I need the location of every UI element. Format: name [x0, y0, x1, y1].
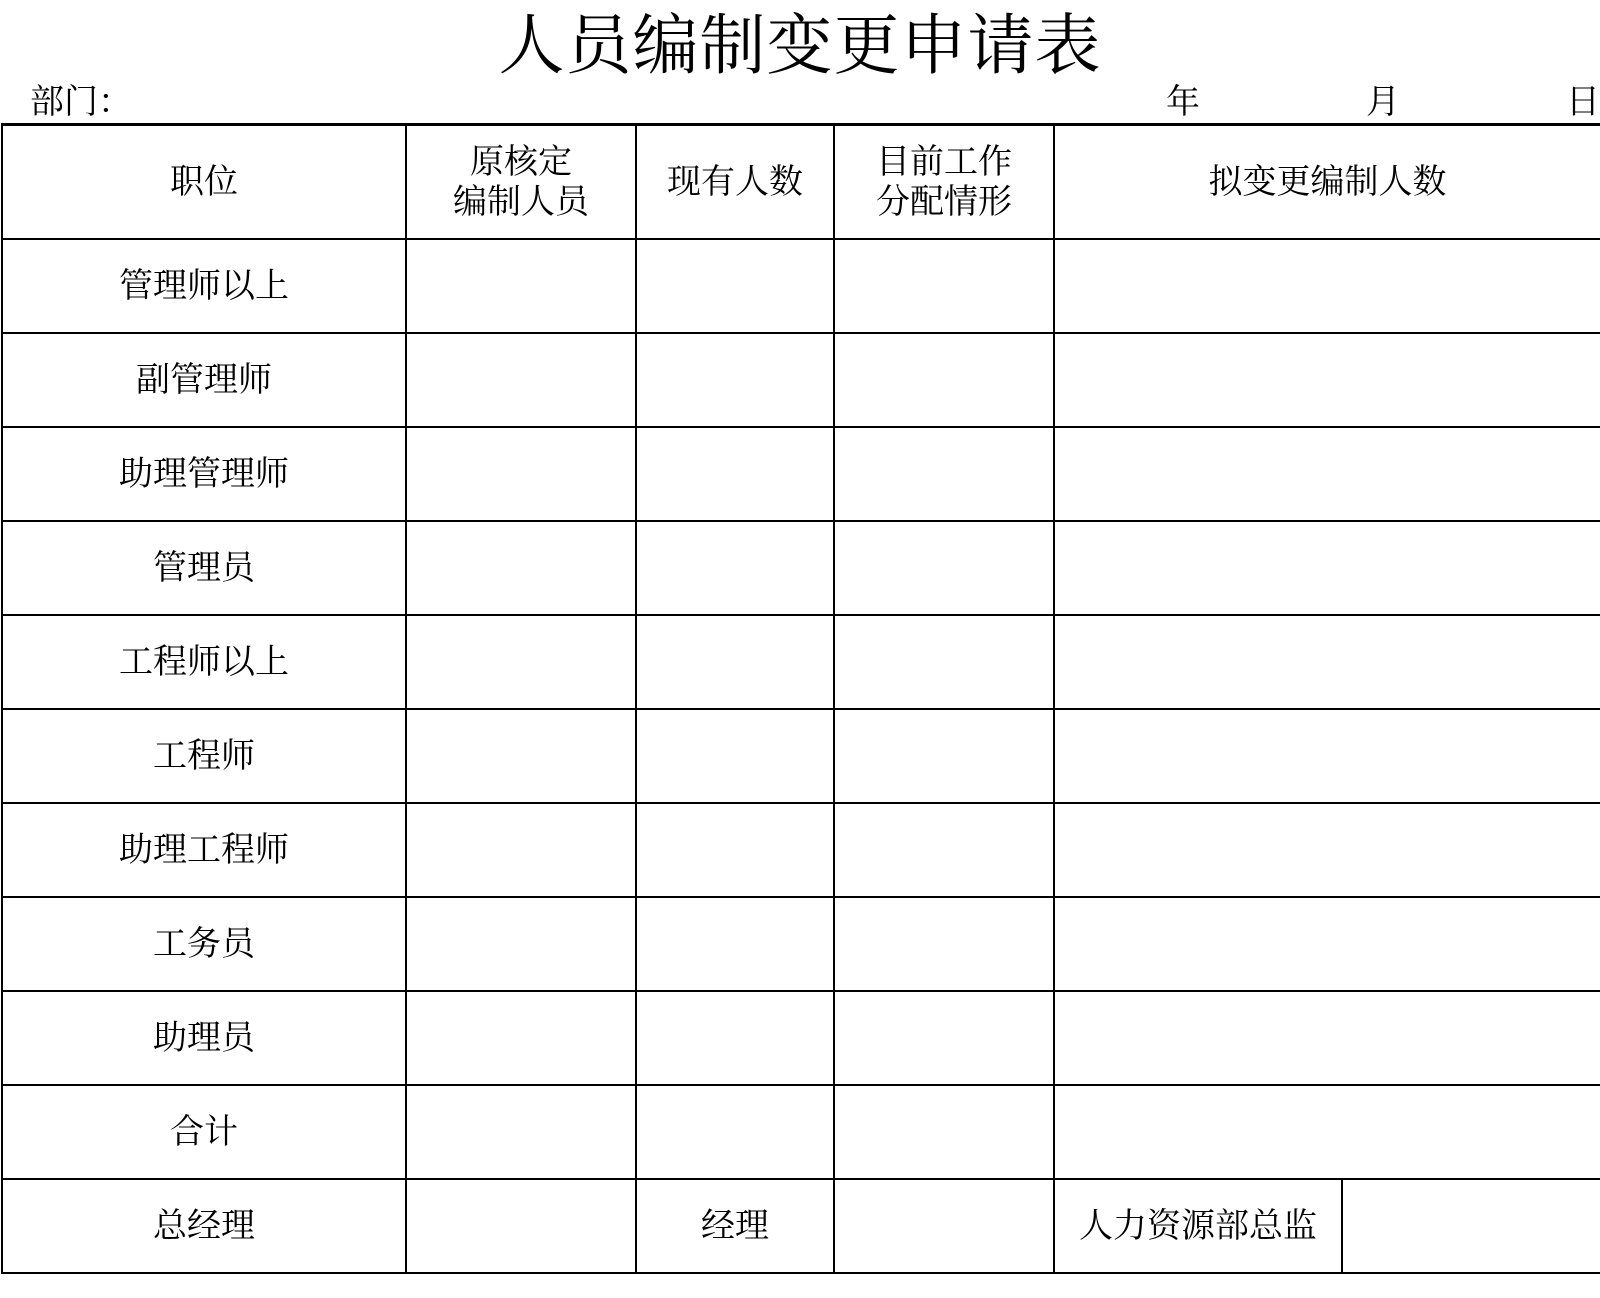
approved-staffing-cell[interactable] — [406, 521, 636, 615]
row-position-label: 工程师以上 — [2, 615, 406, 709]
current-count-cell[interactable] — [636, 333, 834, 427]
proposed-staffing-cell[interactable] — [1054, 615, 1600, 709]
current-count-cell[interactable] — [636, 615, 834, 709]
header-work-allocation-line1: 目前工作 — [876, 142, 1012, 182]
date-month-label: 月 — [1366, 82, 1400, 122]
current-count-cell[interactable] — [636, 803, 834, 897]
row-position-label: 助理工程师 — [2, 803, 406, 897]
general-manager-signature-cell[interactable] — [406, 1179, 636, 1273]
table-row — [2, 615, 1600, 709]
proposed-staffing-cell[interactable] — [1054, 427, 1600, 521]
current-count-total-cell[interactable] — [636, 1085, 834, 1179]
work-allocation-cell[interactable] — [834, 521, 1054, 615]
proposed-staffing-total-cell[interactable] — [1054, 1085, 1600, 1179]
row-position-label: 管理师以上 — [2, 239, 406, 333]
work-allocation-cell[interactable] — [834, 991, 1054, 1085]
proposed-staffing-cell[interactable] — [1054, 991, 1600, 1085]
signature-row — [2, 1179, 1600, 1273]
row-position-label: 助理员 — [2, 991, 406, 1085]
total-label: 合计 — [2, 1085, 406, 1179]
header-work-allocation-line2: 分配情形 — [876, 182, 1012, 222]
manager-signature-cell[interactable] — [834, 1179, 1054, 1273]
department-label: 部门： — [30, 82, 132, 122]
header-position: 职位 — [2, 125, 406, 240]
approved-staffing-cell[interactable] — [406, 897, 636, 991]
work-allocation-cell[interactable] — [834, 897, 1054, 991]
header-current-count: 现有人数 — [636, 125, 834, 240]
work-allocation-cell[interactable] — [834, 615, 1054, 709]
approved-staffing-cell[interactable] — [406, 803, 636, 897]
current-count-cell[interactable] — [636, 991, 834, 1085]
proposed-staffing-cell[interactable] — [1054, 897, 1600, 991]
work-allocation-cell[interactable] — [834, 803, 1054, 897]
approved-staffing-cell[interactable] — [406, 427, 636, 521]
current-count-cell[interactable] — [636, 897, 834, 991]
approved-staffing-cell[interactable] — [406, 333, 636, 427]
table-row — [2, 803, 1600, 897]
header-approved-staffing — [406, 125, 636, 240]
approved-staffing-cell[interactable] — [406, 991, 636, 1085]
row-position-label: 副管理师 — [2, 333, 406, 427]
approved-staffing-total-cell[interactable] — [406, 1085, 636, 1179]
proposed-staffing-cell[interactable] — [1054, 709, 1600, 803]
approved-staffing-cell[interactable] — [406, 239, 636, 333]
date-day-label: 日 — [1566, 82, 1600, 122]
approved-staffing-cell[interactable] — [406, 709, 636, 803]
table-row — [2, 239, 1600, 333]
current-count-cell[interactable] — [636, 427, 834, 521]
row-position-label: 工程师 — [2, 709, 406, 803]
work-allocation-cell[interactable] — [834, 239, 1054, 333]
table-row — [2, 427, 1600, 521]
manager-label: 经理 — [636, 1179, 834, 1273]
general-manager-label: 总经理 — [2, 1179, 406, 1273]
form-title: 人员编制变更申请表 — [498, 7, 1102, 84]
table-row — [2, 991, 1600, 1085]
current-count-cell[interactable] — [636, 709, 834, 803]
work-allocation-total-cell[interactable] — [834, 1085, 1054, 1179]
table-row — [2, 709, 1600, 803]
work-allocation-cell[interactable] — [834, 333, 1054, 427]
proposed-staffing-cell[interactable] — [1054, 333, 1600, 427]
total-row — [2, 1085, 1600, 1179]
approved-staffing-cell[interactable] — [406, 615, 636, 709]
proposed-staffing-cell[interactable] — [1054, 521, 1600, 615]
table-row — [2, 333, 1600, 427]
date-year-label: 年 — [1166, 82, 1200, 122]
table-row — [2, 521, 1600, 615]
staffing-change-table — [1, 123, 1600, 1274]
work-allocation-cell[interactable] — [834, 709, 1054, 803]
work-allocation-cell[interactable] — [834, 427, 1054, 521]
current-count-cell[interactable] — [636, 521, 834, 615]
table-row — [2, 897, 1600, 991]
header-proposed-staffing: 拟变更编制人数 — [1054, 125, 1600, 240]
proposed-staffing-cell[interactable] — [1054, 803, 1600, 897]
header-approved-staffing-line2: 编制人员 — [453, 182, 589, 222]
header-row — [2, 125, 1600, 240]
header-approved-staffing-line1: 原核定 — [470, 142, 572, 182]
header-work-allocation — [834, 125, 1054, 240]
current-count-cell[interactable] — [636, 239, 834, 333]
row-position-label: 工务员 — [2, 897, 406, 991]
row-position-label: 助理管理师 — [2, 427, 406, 521]
proposed-staffing-cell[interactable] — [1054, 239, 1600, 333]
hr-director-label: 人力资源部总监 — [1054, 1179, 1342, 1273]
row-position-label: 管理员 — [2, 521, 406, 615]
hr-director-signature-cell[interactable] — [1342, 1179, 1600, 1273]
